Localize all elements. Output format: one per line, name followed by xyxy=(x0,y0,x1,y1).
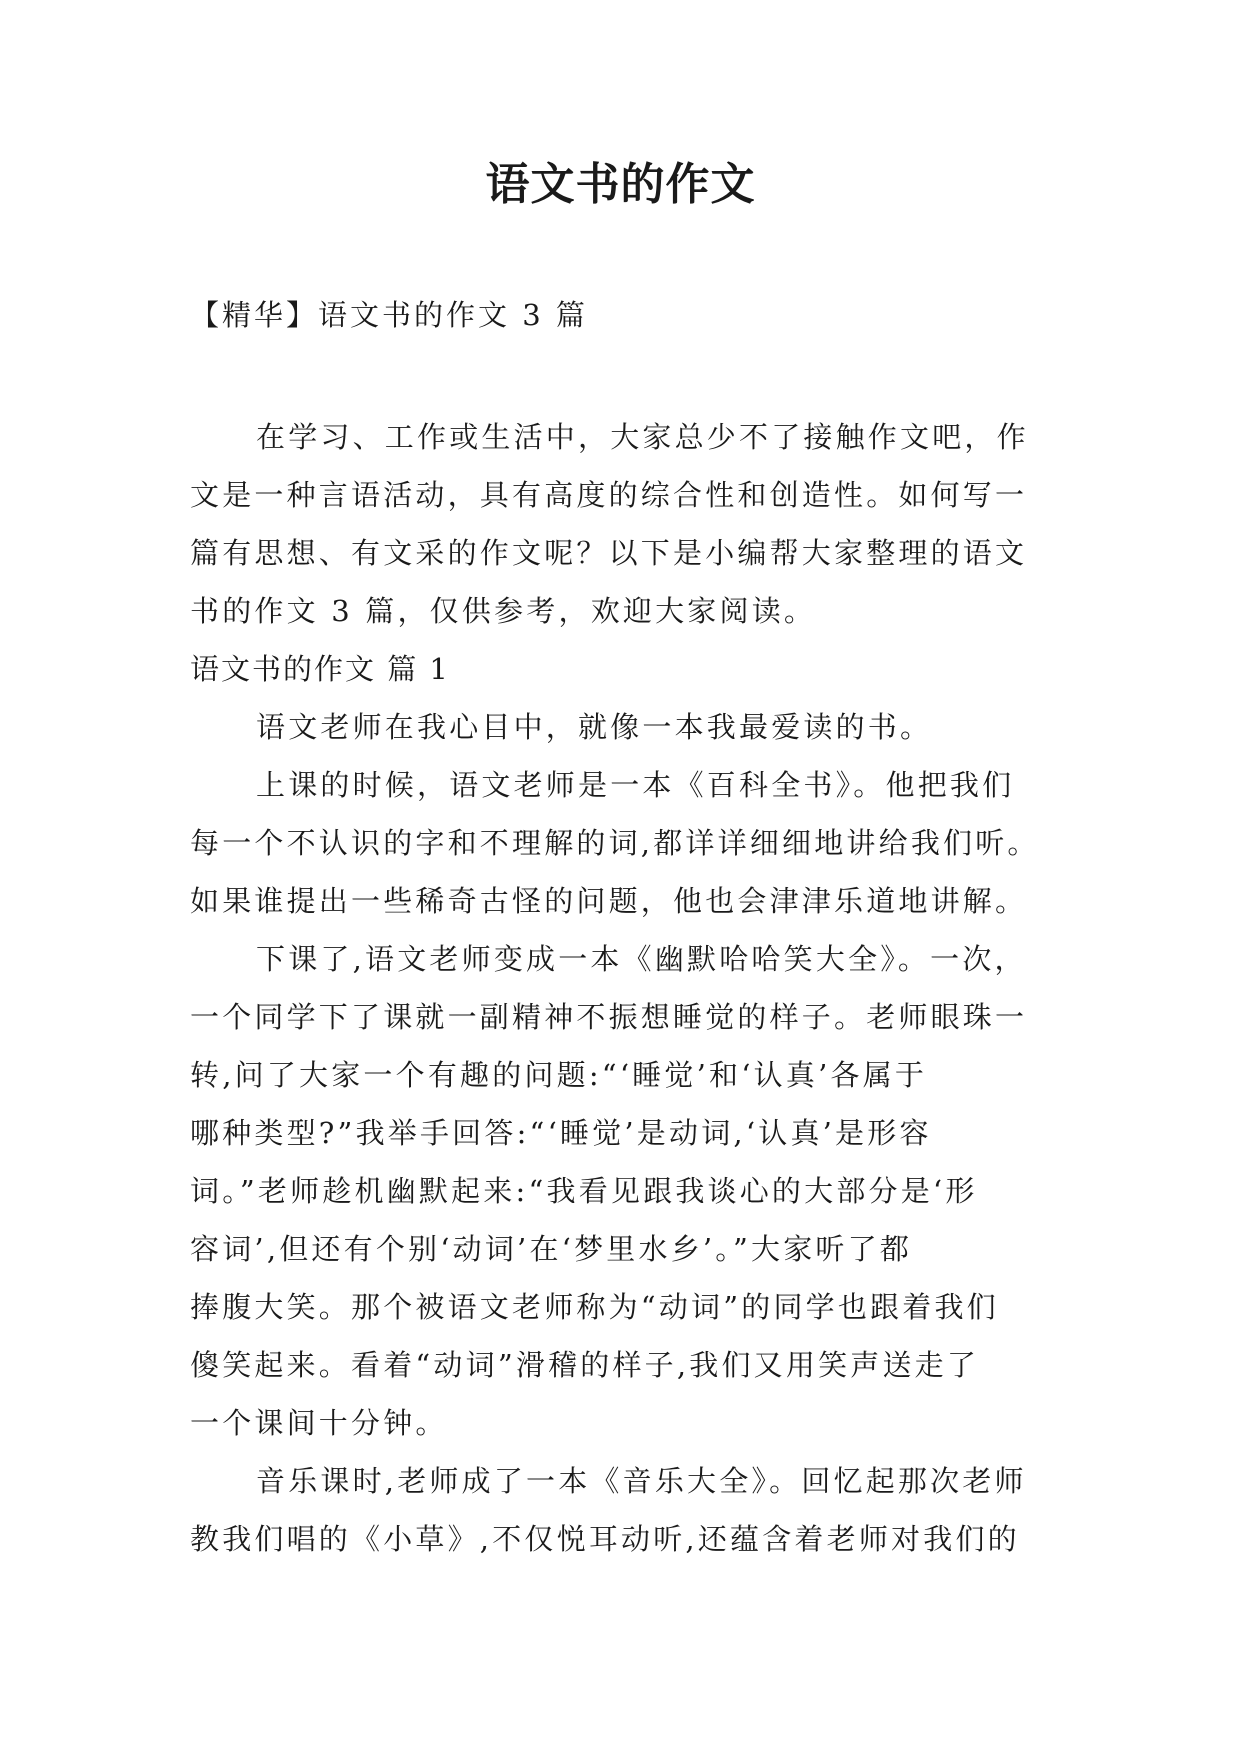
paragraph-line: 一个同学下了课就一副精神不振想睡觉的样子。老师眼珠一 xyxy=(190,1000,1028,1034)
paragraph-line: 篇有思想、有文采的作文呢？以下是小编帮大家整理的语文 xyxy=(190,536,1028,570)
paragraph-line: 文是一种言语活动，具有高度的综合性和创造性。如何写一 xyxy=(190,478,1028,512)
paragraph-line: 捧腹大笑。那个被语文老师称为“动词”的同学也跟着我们 xyxy=(190,1290,999,1324)
paragraph-line: 上课的时候，语文老师是一本《百科全书》。他把我们 xyxy=(256,768,1015,802)
document-title: 语文书的作文 xyxy=(485,159,756,210)
paragraph-line: 傻笑起来。看着“动词”滑稽的样子,我们又用笑声送走了 xyxy=(190,1348,980,1382)
section-heading: 语文书的作文 篇 1 xyxy=(190,652,450,686)
paragraph-line: 哪种类型?”我举手回答:“‘睡觉’是动词,‘认真’是形容 xyxy=(190,1116,932,1150)
paragraph-line: 书的作文 3 篇，仅供参考，欢迎大家阅读。 xyxy=(190,594,817,628)
paragraph-line: 容词’,但还有个别‘动词’在‘梦里水乡’。”大家听了都 xyxy=(190,1232,913,1266)
paragraph-line: 一个课间十分钟。 xyxy=(190,1406,448,1440)
paragraph-line: 如果谁提出一些稀奇古怪的问题，他也会津津乐道地讲解。 xyxy=(190,884,1028,918)
document-subtitle: 【精华】语文书的作文 3 篇 xyxy=(190,298,588,332)
paragraph-line: 教我们唱的《小草》,不仅悦耳动听,还蕴含着老师对我们的 xyxy=(190,1522,1020,1556)
paragraph-line: 下课了,语文老师变成一本《幽默哈哈笑大全》。一次， xyxy=(256,942,1027,976)
paragraph-line: 在学习、工作或生活中，大家总少不了接触作文吧，作 xyxy=(256,420,1029,454)
paragraph-line: 音乐课时,老师成了一本《音乐大全》。回忆起那次老师 xyxy=(256,1464,1027,1498)
paragraph-line: 每一个不认识的字和不理解的词,都详详细细地讲给我们听。 xyxy=(190,826,1040,860)
document-body xyxy=(190,408,1070,1568)
paragraph-line: 语文老师在我心目中，就像一本我最爱读的书。 xyxy=(256,710,933,744)
paragraph-line: 词。”老师趁机幽默起来:“我看见跟我谈心的大部分是‘形 xyxy=(190,1174,978,1208)
paragraph-line: 转,问了大家一个有趣的问题:“‘睡觉’和‘认真’各属于 xyxy=(190,1058,928,1092)
